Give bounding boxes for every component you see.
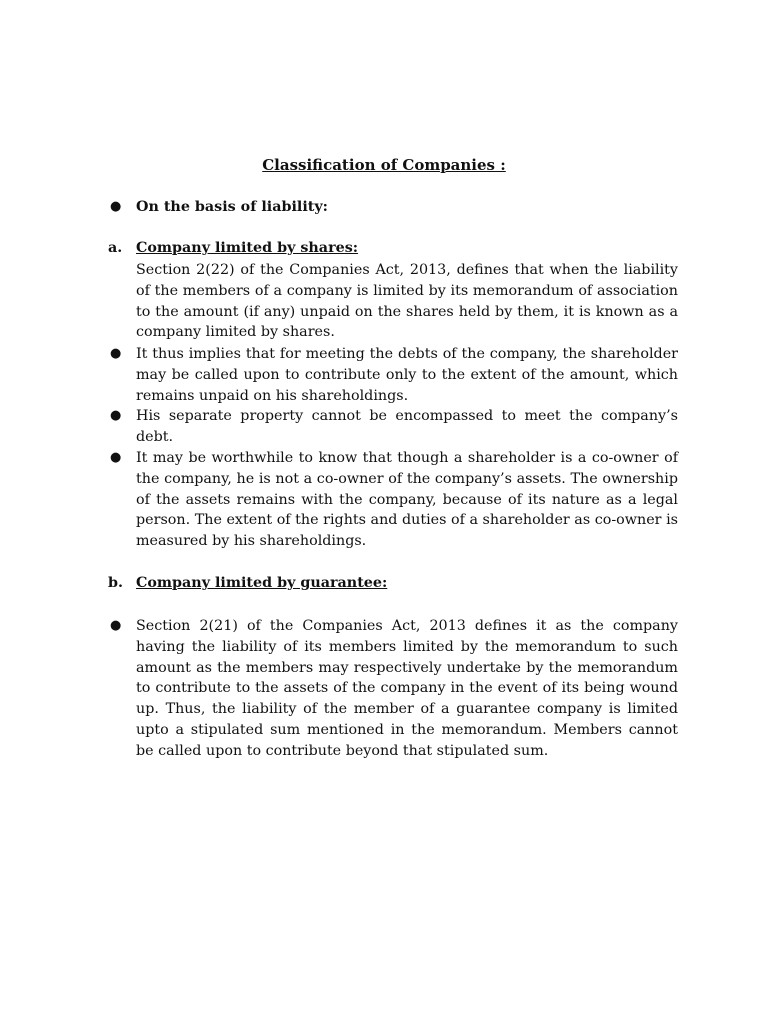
basis-heading-row	[108, 197, 678, 218]
bullet-icon: ●	[110, 199, 122, 214]
basis-heading: On the basis of liability:	[136, 199, 328, 215]
section-a-heading-row	[108, 238, 678, 259]
section-b-bullet-1: Section 2(21) of the Companies Act, 2013 defines it as the company having the liability of its members limited by the memorandum to such amount as the members may respectively undertake by the memorandum to contribute to the assets of the company in the event of its being wound up. Thus, the liability of the member of a guarantee company is limited upto a stipulated sum mentioned in the memorandum. Members cannot be called upon to contribute beyond that stipulated sum.	[136, 618, 678, 759]
bullet-icon: ●	[110, 346, 122, 361]
list-item	[108, 406, 678, 448]
bullet-icon: ●	[110, 618, 122, 633]
list-item	[108, 448, 678, 552]
page-title: Classification of Companies :	[262, 156, 506, 174]
list-item	[108, 616, 678, 762]
section-a-bullet-2: His separate property cannot be encompassed to meet the company’s debt.	[136, 408, 678, 445]
bullet-icon: ●	[110, 408, 122, 423]
section-a-intro: Section 2(22) of the Companies Act, 2013, defines that when the liability of the members of a company is limited by its memorandum of association to the amount (if any) unpaid on the shares held by them, it is known as a company limited by shares.	[136, 262, 678, 341]
section-a-heading: Company limited by shares:	[136, 240, 359, 256]
section-a-intro-row	[108, 260, 678, 343]
section-a-bullet-3: It may be worthwhile to know that though a shareholder is a co-owner of the company, he is not a co-owner of the company’s assets. The ownership of the assets remains with the company, because of its nature as a legal person. The extent of the rights and duties of a shareholder as co-owner is measured by his shareholdings.	[136, 450, 678, 550]
section-b-heading-row	[108, 573, 678, 594]
section-a-bullet-1: It thus implies that for meeting the debts of the company, the shareholder may be called upon to contribute only to the extent of the amount, which remains unpaid on his shareholdings.	[136, 346, 678, 404]
section-b-heading: Company limited by guarantee:	[136, 575, 388, 591]
section-b-marker: b.	[108, 575, 123, 591]
bullet-icon: ●	[110, 450, 122, 465]
section-a-marker: a.	[108, 240, 123, 256]
list-item	[108, 344, 678, 406]
